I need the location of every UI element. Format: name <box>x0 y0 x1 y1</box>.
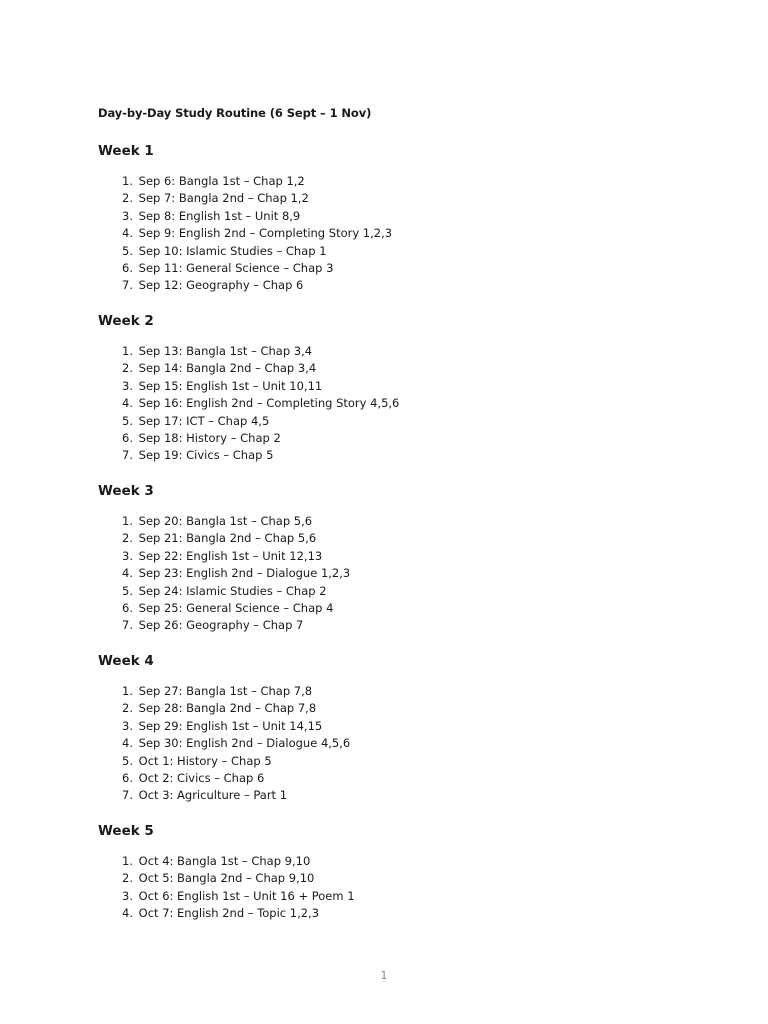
item-text: Sep 27: Bangla 1st – Chap 7,8 <box>138 684 313 698</box>
list-item <box>98 700 658 717</box>
study-list <box>98 173 658 295</box>
list-item <box>98 360 658 377</box>
list-item <box>98 905 658 922</box>
list-item <box>98 378 658 395</box>
item-number: 5. <box>122 413 133 428</box>
list-item <box>98 430 658 447</box>
list-item <box>98 260 658 277</box>
item-number: 3. <box>122 888 133 903</box>
item-number: 1. <box>122 514 133 528</box>
list-item <box>98 173 658 190</box>
item-text: Sep 7: Bangla 2nd – Chap 1,2 <box>138 191 309 206</box>
list-item <box>98 548 658 565</box>
list-item <box>98 870 658 887</box>
item-text: Sep 9: English 2nd – Completing Story 1,2,3 <box>138 226 393 241</box>
item-number: 4. <box>122 736 133 751</box>
item-number: 7. <box>122 448 133 463</box>
week-heading: Week 2 <box>98 313 154 329</box>
list-item <box>98 343 658 360</box>
list-item <box>98 413 658 430</box>
list-item <box>98 583 658 600</box>
study-list <box>98 683 658 805</box>
week-heading: Week 5 <box>98 823 154 839</box>
item-text: Sep 30: English 2nd – Dialogue 4,5,6 <box>138 736 351 751</box>
item-text: Sep 19: Civics – Chap 5 <box>138 448 274 463</box>
item-text: Sep 8: English 1st – Unit 8,9 <box>138 208 301 223</box>
item-number: 1. <box>122 854 133 868</box>
item-number: 2. <box>122 871 133 886</box>
list-item <box>98 853 658 870</box>
item-number: 1. <box>122 174 133 188</box>
item-number: 2. <box>122 531 133 546</box>
study-list <box>98 853 658 923</box>
item-text: Sep 29: English 1st – Unit 14,15 <box>138 718 323 733</box>
study-list <box>98 513 658 635</box>
week-section-3 <box>98 481 658 635</box>
list-item <box>98 447 658 464</box>
item-text: Oct 7: English 2nd – Topic 1,2,3 <box>138 906 320 921</box>
list-item <box>98 277 658 294</box>
item-text: Sep 24: Islamic Studies – Chap 2 <box>138 583 327 598</box>
week-heading: Week 4 <box>98 653 154 669</box>
list-item <box>98 735 658 752</box>
item-number: 1. <box>122 684 133 698</box>
item-number: 4. <box>122 566 133 581</box>
item-text: Oct 6: English 1st – Unit 16 + Poem 1 <box>138 888 355 903</box>
item-text: Oct 2: Civics – Chap 6 <box>138 770 265 785</box>
item-number: 5. <box>122 583 133 598</box>
week-heading: Week 3 <box>98 483 154 499</box>
item-number: 3. <box>122 208 133 223</box>
item-text: Oct 4: Bangla 1st – Chap 9,10 <box>138 854 311 868</box>
item-text: Sep 22: English 1st – Unit 12,13 <box>138 548 323 563</box>
list-item <box>98 530 658 547</box>
item-number: 7. <box>122 788 133 803</box>
item-text: Sep 28: Bangla 2nd – Chap 7,8 <box>138 701 317 716</box>
item-text: Sep 26: Geography – Chap 7 <box>138 618 304 633</box>
item-number: 2. <box>122 361 133 376</box>
list-item <box>98 600 658 617</box>
item-text: Sep 14: Bangla 2nd – Chap 3,4 <box>138 361 317 376</box>
list-item <box>98 513 658 530</box>
week-section-5 <box>98 821 658 923</box>
document-title: Day-by-Day Study Routine (6 Sept – 1 Nov) <box>98 106 372 120</box>
item-number: 5. <box>122 243 133 258</box>
item-text: Sep 18: History – Chap 2 <box>138 430 281 445</box>
item-number: 6. <box>122 770 133 785</box>
item-text: Sep 15: English 1st – Unit 10,11 <box>138 378 323 393</box>
item-number: 6. <box>122 600 133 615</box>
item-number: 4. <box>122 906 133 921</box>
item-text: Sep 21: Bangla 2nd – Chap 5,6 <box>138 531 317 546</box>
list-item <box>98 888 658 905</box>
item-number: 6. <box>122 430 133 445</box>
item-text: Sep 20: Bangla 1st – Chap 5,6 <box>138 514 313 528</box>
item-text: Sep 25: General Science – Chap 4 <box>138 600 334 615</box>
item-number: 3. <box>122 718 133 733</box>
item-number: 3. <box>122 548 133 563</box>
week-section-4 <box>98 651 658 805</box>
list-item <box>98 208 658 225</box>
item-number: 6. <box>122 260 133 275</box>
list-item <box>98 565 658 582</box>
week-heading: Week 1 <box>98 143 154 159</box>
item-text: Oct 1: History – Chap 5 <box>138 753 272 768</box>
list-item <box>98 243 658 260</box>
item-text: Oct 5: Bangla 2nd – Chap 9,10 <box>138 871 315 886</box>
item-number: 2. <box>122 191 133 206</box>
item-number: 2. <box>122 701 133 716</box>
item-number: 4. <box>122 396 133 411</box>
item-number: 5. <box>122 753 133 768</box>
item-text: Sep 13: Bangla 1st – Chap 3,4 <box>138 344 313 358</box>
item-text: Sep 6: Bangla 1st – Chap 1,2 <box>138 174 305 188</box>
list-item <box>98 225 658 242</box>
item-number: 7. <box>122 278 133 293</box>
list-item <box>98 395 658 412</box>
item-text: Oct 3: Agriculture – Part 1 <box>138 788 288 803</box>
page-number: 1 <box>380 969 388 982</box>
week-section-1 <box>98 141 658 295</box>
list-item <box>98 770 658 787</box>
item-text: Sep 16: English 2nd – Completing Story 4,5,6 <box>138 396 400 411</box>
list-item <box>98 617 658 634</box>
item-text: Sep 23: English 2nd – Dialogue 1,2,3 <box>138 566 351 581</box>
list-item <box>98 753 658 770</box>
list-item <box>98 190 658 207</box>
item-text: Sep 17: ICT – Chap 4,5 <box>138 413 270 428</box>
item-text: Sep 12: Geography – Chap 6 <box>138 278 304 293</box>
item-number: 4. <box>122 226 133 241</box>
list-item <box>98 718 658 735</box>
item-number: 3. <box>122 378 133 393</box>
item-number: 7. <box>122 618 133 633</box>
item-text: Sep 10: Islamic Studies – Chap 1 <box>138 243 327 258</box>
item-number: 1. <box>122 344 133 358</box>
week-section-2 <box>98 311 658 465</box>
study-list <box>98 343 658 465</box>
list-item <box>98 787 658 804</box>
list-item <box>98 683 658 700</box>
item-text: Sep 11: General Science – Chap 3 <box>138 260 334 275</box>
